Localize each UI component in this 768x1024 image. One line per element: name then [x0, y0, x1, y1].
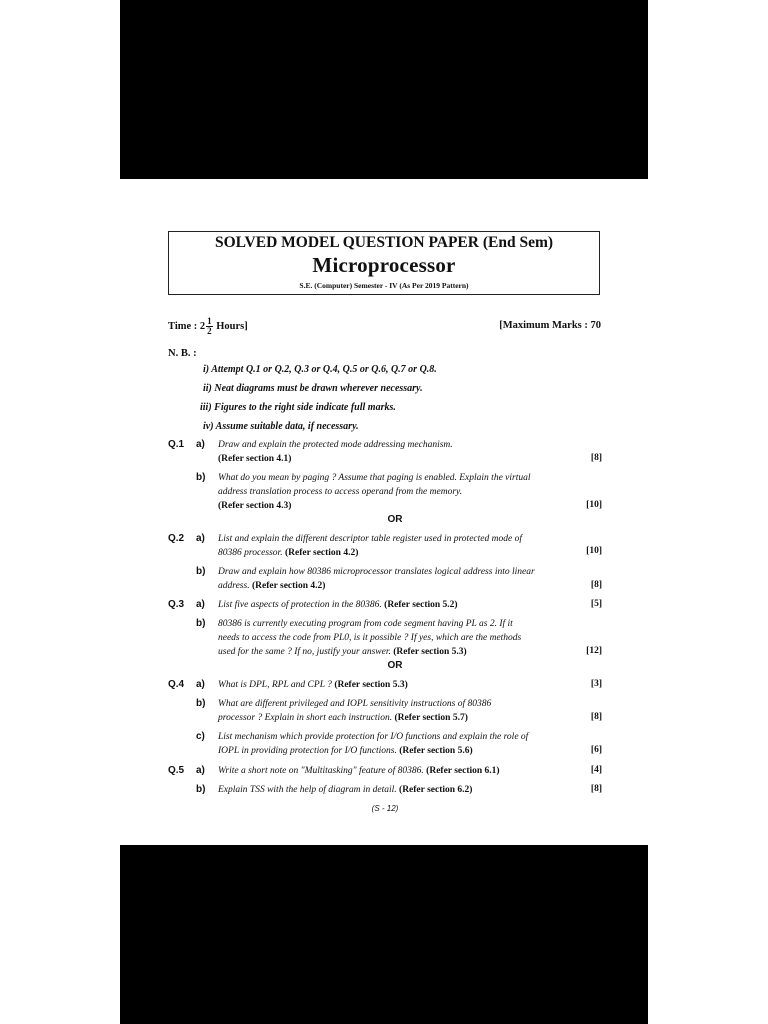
- q1b-text: [218, 471, 602, 513]
- q5a-marks: [4]: [590, 765, 602, 775]
- q1b-label: b): [196, 472, 206, 483]
- q1b-ref: (Refer section 4.3): [218, 501, 292, 511]
- q2b-line1: Draw and explain how 80386 microprocessor translates logical address into linear: [218, 567, 535, 577]
- q4-number: Q.4: [168, 679, 185, 690]
- q5b-ref: (Refer section 6.2): [399, 785, 473, 795]
- q4c-line1: List mechanism which provide protection for I/O functions and explain the role of: [218, 732, 529, 742]
- q5b-line1: Explain TSS with the help of diagram in detail.: [218, 785, 397, 795]
- q1b-line1: What do you mean by paging ? Assume that paging is enabled. Explain the virtual: [218, 473, 531, 483]
- q2a-marks: [10]: [586, 546, 602, 556]
- q5a-text: [218, 764, 602, 778]
- nb-label: N. B. :: [168, 348, 197, 359]
- q4c-label: c): [196, 731, 205, 742]
- q3b-ref: (Refer section 5.3): [393, 647, 467, 657]
- q4b-line2: processor ? Explain in short each instruction.: [218, 713, 393, 723]
- q3b-line3: used for the same ? If no, justify your answer.: [218, 647, 391, 657]
- q5b-marks: [8]: [590, 784, 602, 794]
- q3a-line1: List five aspects of protection in the 80386.: [218, 600, 382, 610]
- q4b-label: b): [196, 698, 206, 709]
- q3a-ref: (Refer section 5.2): [384, 600, 458, 610]
- paper-title: SOLVED MODEL QUESTION PAPER (End Sem): [214, 234, 554, 251]
- q2a-ref: (Refer section 4.2): [284, 548, 359, 558]
- q2b-marks: [8]: [590, 580, 602, 590]
- instruction-4: iv) Assume suitable data, if necessary.: [203, 421, 359, 432]
- subject-title: Microprocessor: [312, 253, 456, 277]
- bottom-black-band: [120, 845, 648, 1024]
- q1a-marks: [8]: [590, 453, 602, 463]
- q4c-ref: (Refer section 5.6): [399, 746, 473, 756]
- q2b-line2: address.: [218, 581, 250, 591]
- time-prefix: Time : 2: [168, 320, 206, 332]
- q3b-marks: [12]: [586, 646, 602, 656]
- q4a-text: [218, 678, 602, 692]
- q5a-line1: Write a short note on "Multitasking" feature of 80386.: [218, 766, 424, 776]
- time-suffix: Hours]: [216, 320, 248, 332]
- q4a-line1: What is DPL, RPL and CPL ?: [218, 680, 332, 690]
- fraction-denominator: 2: [207, 326, 212, 336]
- q4b-line1: What are different privileged and IOPL sensitivity instructions of 80386: [218, 699, 492, 709]
- q3a-text: [218, 598, 602, 612]
- q3b-line1: 80386 is currently executing program from code segment having PL as 2. If it: [218, 619, 513, 629]
- q4b-ref: (Refer section 5.7): [394, 713, 468, 723]
- q5b-label: b): [196, 784, 206, 795]
- instruction-2: ii) Neat diagrams must be drawn wherever necessary.: [203, 383, 423, 394]
- q2a-line2: 80386 processor.: [218, 548, 283, 558]
- or-divider-1: OR: [387, 514, 403, 525]
- time-info: [168, 317, 248, 336]
- q5-number: Q.5: [168, 765, 185, 776]
- q1a-text: [218, 438, 602, 466]
- q1a-line1: Draw and explain the protected mode addressing mechanism.: [218, 440, 453, 450]
- q4b-marks: [8]: [590, 712, 602, 722]
- q3b-label: b): [196, 618, 206, 629]
- q4c-marks: [6]: [590, 745, 602, 755]
- q4a-ref: (Refer section 5.3): [334, 680, 408, 690]
- q2a-label: a): [196, 533, 205, 544]
- instruction-1: i) Attempt Q.1 or Q.2, Q.3 or Q.4, Q.5 or Q.6, Q.7 or Q.8.: [203, 364, 437, 375]
- q2b-label: b): [196, 566, 206, 577]
- or-divider-2: OR: [387, 660, 403, 671]
- q2-number: Q.2: [168, 533, 185, 544]
- q5a-ref: (Refer section 6.1): [426, 766, 500, 776]
- q1a-ref: (Refer section 4.1): [218, 454, 292, 464]
- q5b-text: [218, 783, 602, 797]
- paper-subtitle: S.E. (Computer) Semester - IV (As Per 2019 Pattern): [299, 281, 469, 290]
- q4a-label: a): [196, 679, 205, 690]
- q1b-line2: address translation process to access operand from the memory.: [218, 487, 463, 497]
- q4c-text: [218, 730, 602, 758]
- q3b-text: [218, 617, 602, 659]
- q1b-marks: [10]: [586, 500, 602, 510]
- paper-header: [168, 231, 600, 295]
- top-black-band: [120, 0, 648, 179]
- q2a-text: [218, 532, 602, 560]
- instruction-3: iii) Figures to the right side indicate full marks.: [200, 402, 396, 413]
- q3a-label: a): [196, 599, 205, 610]
- fraction-numerator: 1: [207, 316, 212, 326]
- q1a-label: a): [196, 439, 205, 450]
- q2a-line1: List and explain the different descriptor table register used in protected mode of: [218, 534, 522, 544]
- q3b-line2: needs to access the code from PL0, is it possible ? If yes, which are the methods: [218, 633, 522, 643]
- q3a-marks: [5]: [590, 599, 602, 609]
- q2b-text: [218, 565, 602, 593]
- q3-number: Q.3: [168, 599, 185, 610]
- q4c-line2: IOPL in providing protection for I/O functions.: [218, 746, 397, 756]
- time-fraction: [206, 317, 213, 336]
- q2b-ref: (Refer section 4.2): [251, 581, 326, 591]
- q1-number: Q.1: [168, 439, 185, 450]
- q4b-text: [218, 697, 602, 725]
- max-marks: [Maximum Marks : 70: [499, 320, 601, 331]
- q4a-marks: [3]: [590, 679, 602, 689]
- page-number: (S - 12): [371, 804, 399, 813]
- q5a-label: a): [196, 765, 205, 776]
